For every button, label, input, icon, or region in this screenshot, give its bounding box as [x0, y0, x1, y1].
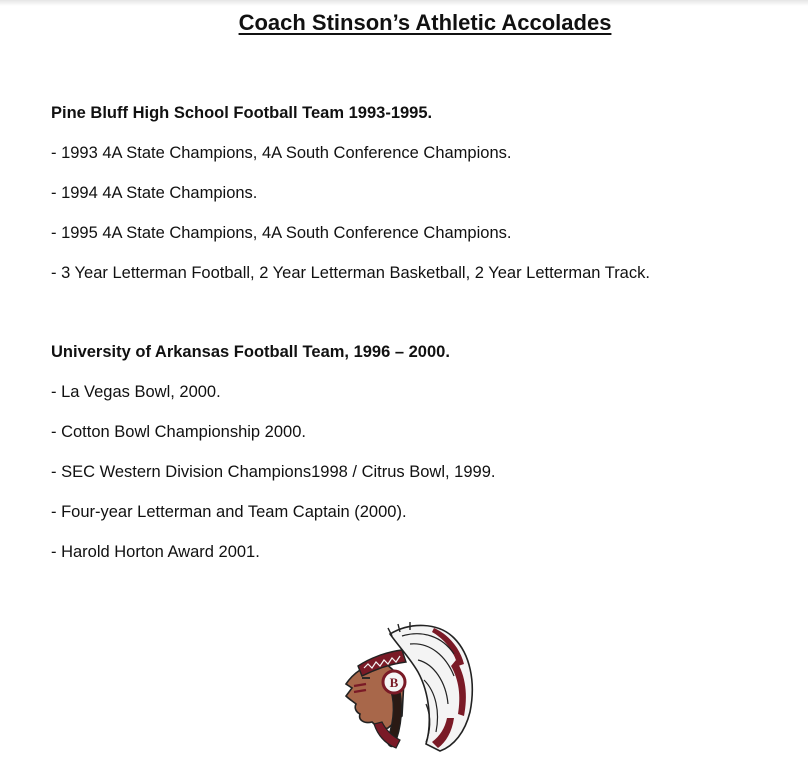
section-arkansas	[51, 340, 791, 580]
list-item: - SEC Western Division Champions1998 / Citrus Bowl, 1999.	[51, 463, 496, 481]
top-shadow	[0, 0, 808, 6]
list-item: - Four-year Letterman and Team Captain (2000).	[51, 503, 407, 521]
list-item: - 1993 4A State Champions, 4A South Conference Champions.	[51, 144, 512, 162]
logo-letter: B	[389, 675, 399, 690]
mascot-logo	[330, 620, 480, 755]
list-item: - 1995 4A State Champions, 4A South Conference Champions.	[51, 224, 512, 242]
section-heading: Pine Bluff High School Football Team 1993-1995.	[51, 104, 433, 122]
section-pine-bluff	[51, 101, 791, 301]
list-item: - Harold Horton Award 2001.	[51, 543, 260, 561]
indian-headdress-mascot-icon	[330, 620, 480, 755]
list-item: - La Vegas Bowl, 2000.	[51, 383, 221, 401]
section-heading: University of Arkansas Football Team, 1996 – 2000.	[51, 343, 450, 361]
list-item: - Cotton Bowl Championship 2000.	[51, 423, 306, 441]
list-item: - 1994 4A State Champions.	[51, 184, 258, 202]
list-item: - 3 Year Letterman Football, 2 Year Letterman Basketball, 2 Year Letterman Track.	[51, 264, 650, 282]
page-title: Coach Stinson’s Athletic Accolades	[238, 10, 612, 35]
